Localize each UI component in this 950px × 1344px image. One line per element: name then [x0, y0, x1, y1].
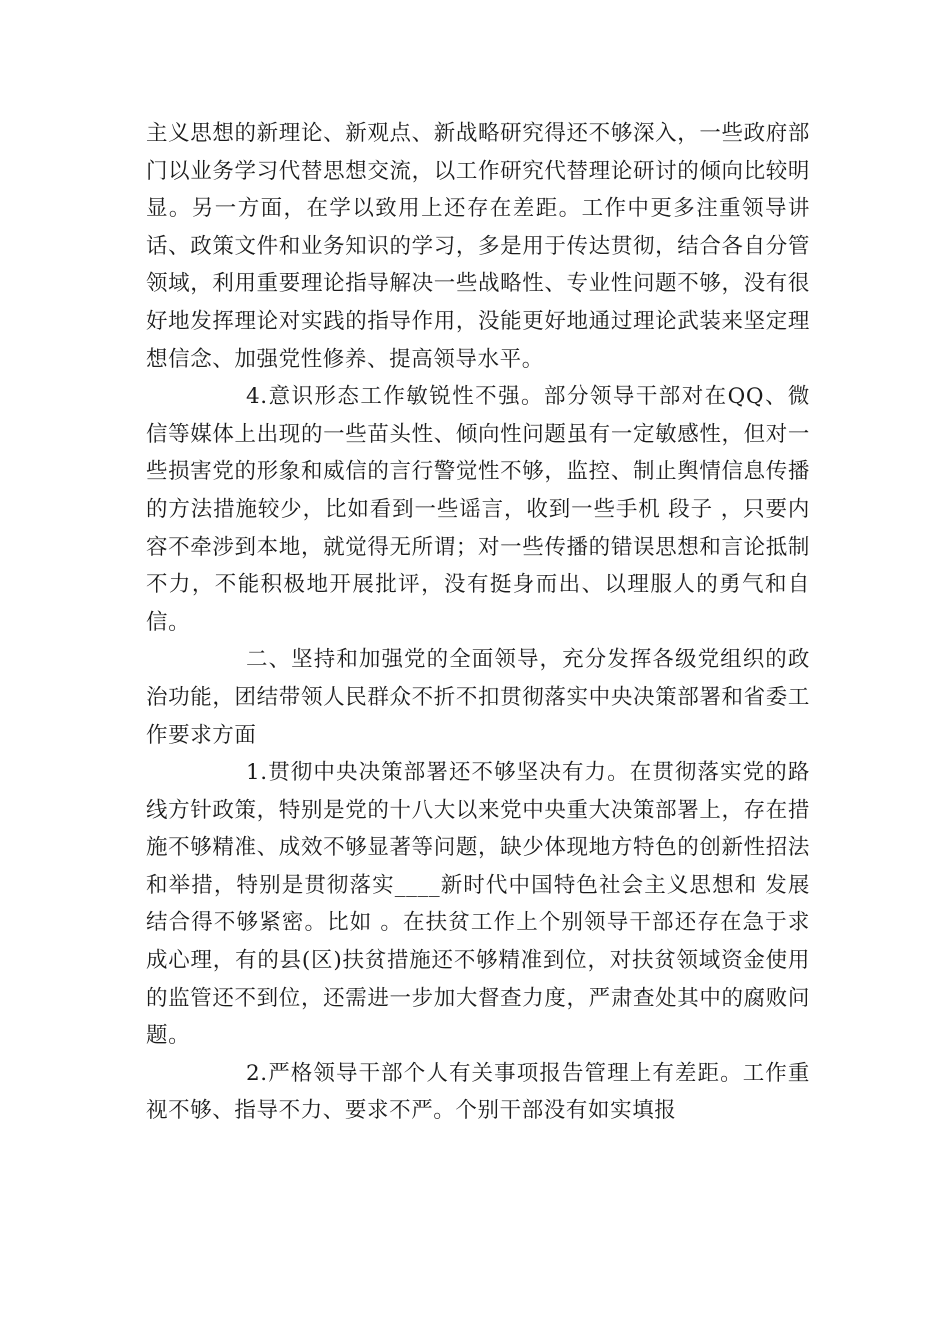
section-heading-party-leadership: 二、坚持和加强党的全面领导，充分发挥各级党组织的政治功能，团结带领人民群众不折不扣贯彻落实中央决策部署和省委工作要求方面 — [146, 647, 810, 748]
paragraph-personal-matters-report: 2.严格领导干部个人有关事项报告管理上有差距。工作重视不够、指导不力、要求不严。个别干部没有如实填报 — [146, 1060, 810, 1124]
document-body — [146, 115, 810, 1130]
paragraph-central-decisions: 1.贯彻中央决策部署还不够坚决有力。在贯彻落实党的路线方针政策，特别是党的十八大以来党中央重大决策部署上，存在措施不够精准、成效不够显著等问题，缺少体现地方特色的创新性招法和举措，特别是贯彻落实____新时代中国特色社会主义思想和 发展结合得不够紧密。比如 。在扶贫工作上个别领导干部还存在急于求成心理，有的县(区)扶贫措施还不够精准到位，对扶贫领域资金使用的监管还不到位，还需进一步加大督查力度，严肃查处其中的腐败问题。 — [146, 760, 810, 1049]
paragraph-ideology-work: 4.意识形态工作敏锐性不强。部分领导干部对在QQ、微信等媒体上出现的一些苗头性、倾向性问题虽有一定敏感性，但对一些损害党的形象和威信的言行警觉性不够，监控、制止舆情信息传播的方法措施较少，比如看到一些谣言，收到一些手机 段子 ，只要内容不牵涉到本地，就觉得无所谓；对一些传播的错误思想和言论抵制不力，不能积极地开展批评，没有挺身而出、以理服人的勇气和自信。 — [146, 384, 810, 635]
paragraph-theory-study: 主义思想的新理论、新观点、新战略研究得还不够深入，一些政府部门以业务学习代替思想交流，以工作研究代替理论研讨的倾向比较明显。另一方面，在学以致用上还存在差距。工作中更多注重领导讲话、政策文件和业务知识的学习，多是用于传达贯彻，结合各自分管领域，利用重要理论指导解决一些战略性、专业性问题不够，没有很好地发挥理论对实践的指导作用，没能更好地通过理论武装来坚定理想信念、加强党性修养、提高领导水平。 — [146, 121, 810, 372]
